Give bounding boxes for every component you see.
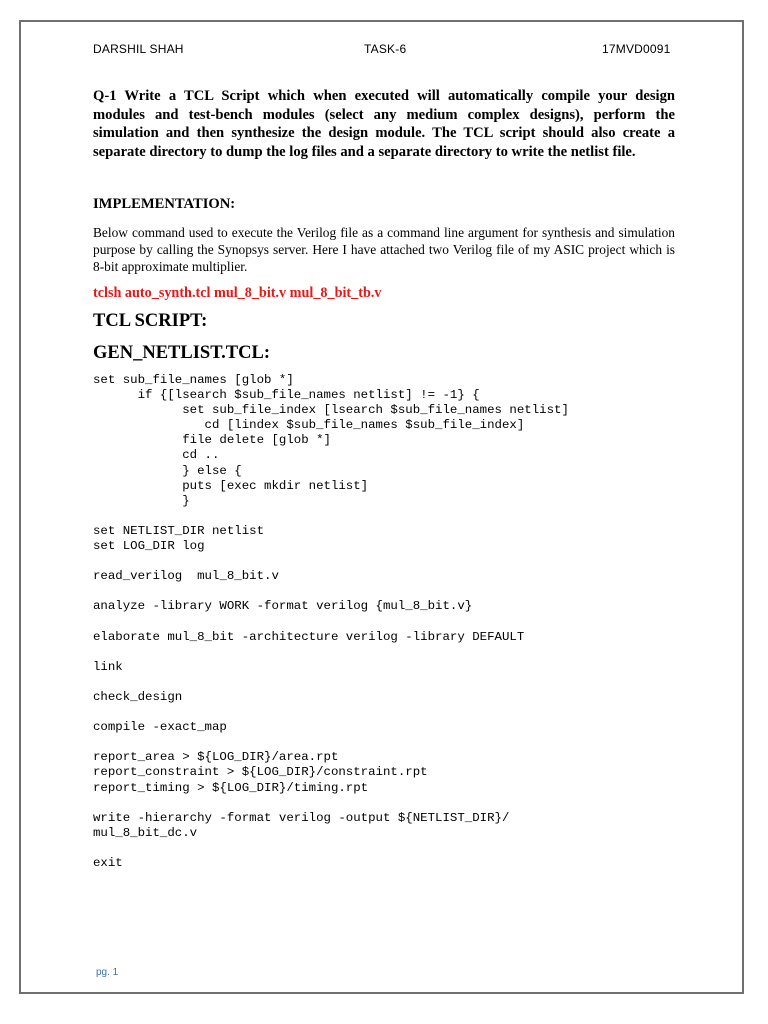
code-line: compile -exact_map bbox=[93, 720, 227, 735]
header-id: 17MVD0091 bbox=[602, 42, 671, 56]
code-line bbox=[93, 584, 569, 599]
code-line: set LOG_DIR log bbox=[93, 539, 205, 554]
code-line bbox=[93, 841, 569, 856]
code-line: analyze -library WORK -format verilog {mul_8_bit.v} bbox=[93, 599, 473, 614]
code-line bbox=[93, 645, 569, 660]
code-line bbox=[93, 735, 569, 750]
code-line: puts [exec mkdir netlist] bbox=[93, 478, 369, 493]
command-line: tclsh auto_synth.tcl mul_8_bit.v mul_8_bit_tb.v bbox=[93, 285, 382, 301]
code-line: file delete [glob *] bbox=[93, 433, 331, 448]
code-block bbox=[93, 373, 569, 871]
code-line: report_constraint > ${LOG_DIR}/constraint.rpt bbox=[93, 765, 428, 780]
header-task: TASK-6 bbox=[364, 42, 407, 56]
code-line: set sub_file_index [lsearch $sub_file_names netlist] bbox=[93, 403, 569, 418]
code-line: } bbox=[93, 493, 190, 508]
tcl-script-heading: TCL SCRIPT: bbox=[93, 311, 208, 331]
code-line: cd .. bbox=[93, 448, 220, 463]
code-line bbox=[93, 615, 569, 630]
code-line: } else { bbox=[93, 463, 242, 478]
code-line: elaborate mul_8_bit -architecture verilog -library DEFAULT bbox=[93, 629, 525, 644]
code-line: report_area > ${LOG_DIR}/area.rpt bbox=[93, 750, 339, 765]
code-line: set sub_file_names [glob *] bbox=[93, 373, 294, 387]
page-number: pg. 1 bbox=[96, 967, 119, 978]
code-line: if {[lsearch $sub_file_names netlist] != -1} { bbox=[93, 388, 480, 403]
header-author: DARSHIL SHAH bbox=[93, 42, 184, 56]
code-line bbox=[93, 675, 569, 690]
code-line: check_design bbox=[93, 689, 183, 704]
code-line bbox=[93, 509, 569, 524]
implementation-heading: IMPLEMENTATION: bbox=[93, 196, 236, 212]
question-text: Q-1 Write a TCL Script which when executed will automatically compile your design modules and test-bench modules (select any medium complex designs), perform the simulation and then synthesize the design module. The TCL script should also create a separate directory to dump the log files and a separate directory to write the netlist file. bbox=[93, 88, 675, 160]
code-line: cd [lindex $sub_file_names $sub_file_index] bbox=[93, 418, 525, 433]
gen-netlist-heading: GEN_NETLIST.TCL: bbox=[93, 343, 270, 363]
code-line: read_verilog mul_8_bit.v bbox=[93, 569, 279, 584]
code-line bbox=[93, 796, 569, 811]
code-line: write -hierarchy -format verilog -output ${NETLIST_DIR}/ bbox=[93, 810, 510, 825]
implementation-body: Below command used to execute the Verilog file as a command line argument for synthesis and simulation purpose by calling the Synopsys server. Here I have attached two Verilog file of my ASIC project which is 8-bit approximate multiplier. bbox=[93, 225, 675, 274]
code-line: report_timing > ${LOG_DIR}/timing.rpt bbox=[93, 780, 369, 795]
code-line: link bbox=[93, 659, 123, 674]
code-line: mul_8_bit_dc.v bbox=[93, 825, 198, 840]
code-line bbox=[93, 705, 569, 720]
code-line: set NETLIST_DIR netlist bbox=[93, 523, 265, 538]
code-line bbox=[93, 554, 569, 569]
code-line: exit bbox=[93, 856, 123, 870]
